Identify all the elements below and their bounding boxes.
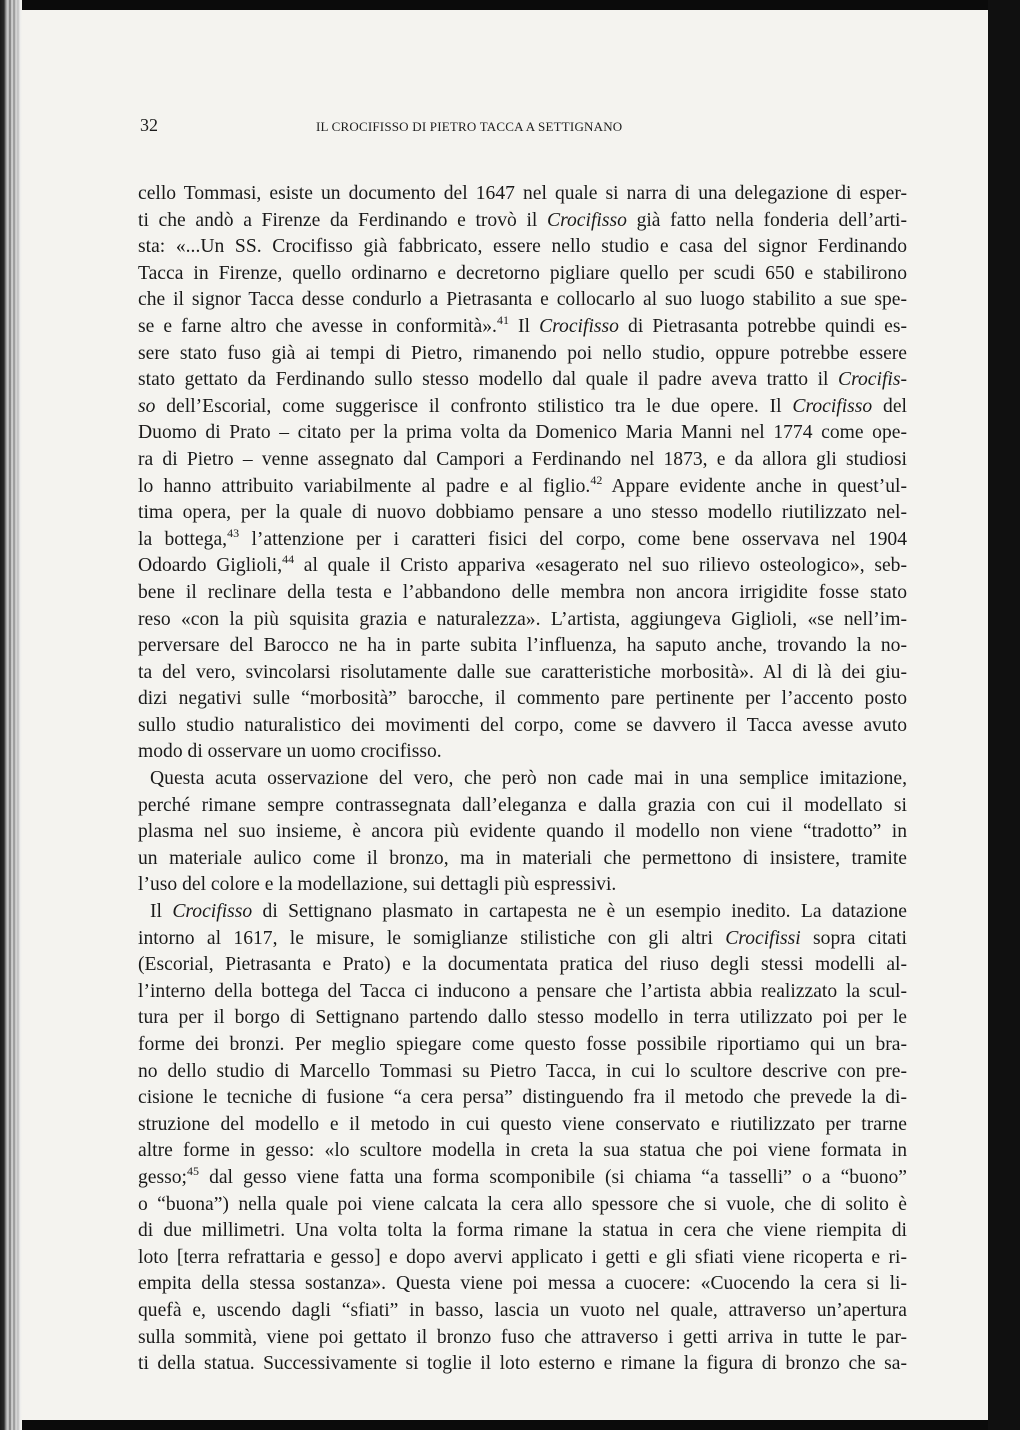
text-line: Tacca in Firenze, quello ordinarno e decretorno pigliare quello per scudi 650 e stabilirono [138, 262, 907, 284]
text-line: modo di osservare un uomo crocifisso. [138, 741, 442, 763]
text-line: cisione le tecniche di fusione “a cera persa” distinguendo fra il metodo che prevede la di- [138, 1087, 907, 1109]
text-line: reso «con la più squisita grazia e naturalezza». L’artista, aggiungeva Giglioli, «se nell’im- [138, 608, 907, 630]
text-line: la bottega,$^{43}$ l’attenzione per i caratteri fisici del corpo, come bene osservava nel 1904 [138, 525, 908, 550]
text-line: so dell’Escorial, come suggerisce il confronto stilistico tra le due opere. Il Crocifisso del [138, 395, 907, 417]
text-line: (Escorial, Pietrasanta e Prato) e la documentata pratica del riuso degli stessi modelli al- [138, 954, 907, 976]
text-line: perversare del Barocco ne ha in parte subita l’influenza, ha saputo anche, trovando la no- [138, 635, 907, 657]
text-line: sullo studio naturalistico dei movimenti del corpo, come se davvero il Tacca avesse avuto [138, 714, 907, 736]
page-number: 32 [140, 115, 158, 135]
text-line: l’interno della bottega del Tacca ci inducono a pensare che l’artista abbia realizzato la scul- [138, 980, 907, 1002]
text-line: gesso;$^{45}$ dal gesso viene fatta una forma scomponibile (si chiama “a tasselli” o a “buono” [138, 1163, 907, 1188]
text-line: struzione del modello e il metodo in cui questo viene conservato e riutilizzato per trarne [138, 1113, 907, 1135]
text-line: ti che andò a Firenze da Ferdinando e trovò il Crocifisso già fatto nella fonderia dell’arti- [138, 209, 908, 231]
text-line: forme dei bronzi. Per meglio spiegare come questo fosse possibile riportiamo qui un bra- [138, 1034, 907, 1055]
text-line: lo hanno attribuito variabilmente al padre e al figlio.$^{42}$ Appare evidente anche in quest’ul- [138, 472, 908, 497]
text-line: plasma nel suo insieme, è ancora più evidente quando il modello non viene “tradotto” in [138, 821, 907, 843]
running-head-title: IL CROCIFISSO DI PIETRO TACCA A SETTIGNANO [316, 119, 623, 134]
text-line: che il signor Tacca desse condurlo a Pietrasanta e collocarlo al suo luogo stabilito a sue spe- [138, 289, 907, 311]
text-line: ta del vero, svincolarsi risolutamente dalle sue caratteristiche morbosità». Al di là dei giu- [138, 661, 907, 683]
running-head [128, 115, 908, 137]
text-line: un materiale aulico come il bronzo, ma in materiali che permettono di insistere, tramite [138, 847, 907, 869]
text-line: o “buona”) nella quale poi viene calcata la cera allo spessore che si vuole, che di solito è [138, 1193, 907, 1215]
text-line: quefà e, uscendo dagli “sfiati” in basso, lascia un vuoto nel quale, attraverso un’apertura [138, 1299, 907, 1321]
text-line: intorno al 1617, le misure, le somiglianze stilistiche con gli altri Crocifissi sopra citati [138, 927, 907, 949]
text-line: tima opera, per la quale di nuovo dobbiamo pensare a uno stesso modello riutilizzato nel- [138, 502, 907, 524]
text-line: se e farne altro che avesse in conformità».$^{41}$ Il Crocifisso di Pietrasanta potrebbe quindi es- [138, 312, 908, 337]
text-line: bene il reclinare della testa e l’abbandono delle membra non ancora irrigidite fosse stato [138, 581, 907, 603]
text-line: Questa acuta osservazione del vero, che però non cade mai in una semplice imitazione, [150, 768, 907, 790]
text-line: Il Crocifisso di Settignano plasmato in cartapesta ne è un esempio inedito. La datazione [150, 901, 907, 923]
text-line: stato gettato da Ferdinando sullo stesso modello dal quale il padre aveva tratto il Crocifis- [138, 369, 907, 391]
text-line: no dello studio di Marcello Tommasi su Pietro Tacca, in cui lo scultore descrive con pre- [138, 1060, 907, 1082]
text-line: loto [terra refrattaria e gesso] e dopo avervi applicato i getti e gli sfiati viene ricoperta e ri- [138, 1246, 907, 1268]
text-line: empita della stessa sostanza». Questa viene poi messa a cuocere: «Cuocendo la cera si li- [138, 1273, 907, 1295]
text-line: cello Tommasi, esiste un documento del 1647 nel quale si narra di una delegazione di esper- [138, 183, 907, 204]
text-line: altre forme in gesso: «lo scultore modella in creta la sua statua che poi viene formata in [138, 1140, 907, 1162]
text-line: ra di Pietro – venne assegnato dal Campori a Ferdinando nel 1873, e da allora gli studiosi [138, 448, 907, 470]
text-line: Odoardo Giglioli,$^{44}$ al quale il Cristo appariva «esagerato nel suo rilievo osteologico», seb- [138, 552, 907, 577]
text-line: ti della statua. Successivamente si toglie il loto esterno e rimane la figura di bronzo che sa- [138, 1353, 907, 1375]
body-text [138, 181, 907, 1378]
text-line: Duomo di Prato – citato per la prima volta da Domenico Maria Manni nel 1774 come ope- [138, 422, 907, 444]
text-line: tura per il borgo di Settignano partendo dallo stesso modello in terra utilizzato poi per le [138, 1007, 907, 1029]
text-line: sere stato fuso già ai tempi di Pietro, rimanendo poi nello studio, oppure potrebbe essere [138, 342, 907, 364]
text-line: sulla sommità, viene poi gettato il bronzo fuso che attraverso i getti arriva in tutte le par- [138, 1326, 907, 1348]
scan-dark-border [988, 0, 1020, 1430]
text-line: di due millimetri. Una volta tolta la forma rimane la statua in cera che viene riempita di [138, 1220, 907, 1242]
text-line: perché rimane sempre contrassegnata dall’eleganza e dalla grazia con cui il modellato si [138, 794, 907, 816]
book-spine-edge [0, 0, 22, 1430]
text-line: sta: «...Un SS. Crocifisso già fabbricato, essere nello studio e casa del signor Ferdinando [138, 236, 907, 258]
text-line: dizi negativi sulle “morbosità” barocche, il commento pare pertinente per l’accento posto [138, 688, 907, 710]
text-line: l’uso del colore e la modellazione, sui dettagli più espressivi. [138, 874, 617, 896]
